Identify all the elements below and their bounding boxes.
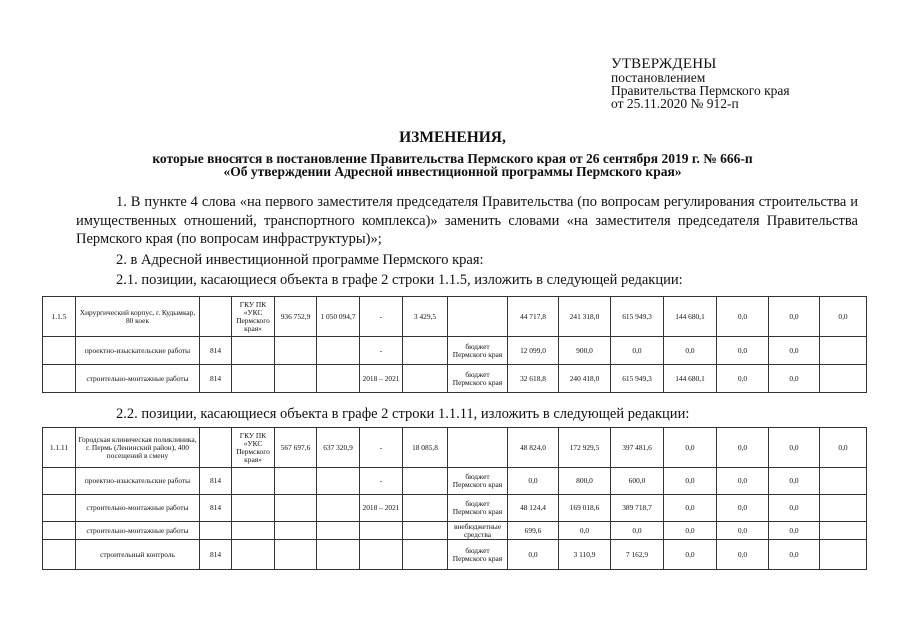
table-cell bbox=[403, 522, 448, 540]
table-cell: бюджет Пермского края bbox=[448, 468, 508, 495]
table-cell: 0,0 bbox=[769, 468, 820, 495]
table-row bbox=[43, 522, 867, 540]
table-cell: 144 680,1 bbox=[664, 365, 717, 393]
paragraph-2: 2. в Адресной инвестиционной программе Пермского края: bbox=[116, 252, 484, 268]
table-cell: 2018 – 2021 bbox=[360, 495, 403, 522]
table-cell bbox=[403, 468, 448, 495]
table-cell: 0,0 bbox=[820, 428, 867, 468]
table-cell bbox=[317, 365, 360, 393]
table-cell: 0,0 bbox=[611, 522, 664, 540]
table-cell: проектно-изыскательские работы bbox=[76, 337, 200, 365]
table-cell: 814 bbox=[200, 337, 232, 365]
table-cell: 0,0 bbox=[717, 540, 769, 570]
table-cell: 1 050 094,7 bbox=[317, 297, 360, 337]
approval-line: Правительства Пермского края bbox=[611, 83, 790, 98]
table-cell: 0,0 bbox=[769, 495, 820, 522]
table-cell bbox=[275, 337, 317, 365]
paragraph-1: 1. В пункте 4 слова «на первого заместителя председателя Правительства (по вопросам регулирования строительства и имущественных отношений, транспортного комплекса)» заменить словами «на заместителя председателя Правительства Пермского края (по вопросам инфраструктуры)»; bbox=[76, 194, 858, 247]
table-cell bbox=[448, 297, 508, 337]
table-cell: 0,0 bbox=[769, 365, 820, 393]
table-cell bbox=[275, 495, 317, 522]
table-cell bbox=[403, 540, 448, 570]
table-cell: 2018 – 2021 bbox=[360, 365, 403, 393]
table-cell: 0,0 bbox=[508, 468, 559, 495]
table-cell: 48 124,4 bbox=[508, 495, 559, 522]
table-cell bbox=[232, 337, 275, 365]
table-cell bbox=[43, 522, 76, 540]
table-cell bbox=[317, 522, 360, 540]
table-cell bbox=[317, 468, 360, 495]
table-cell: 389 718,7 bbox=[611, 495, 664, 522]
table-cell: - bbox=[360, 428, 403, 468]
table-cell bbox=[317, 540, 360, 570]
table-cell bbox=[232, 522, 275, 540]
table-cell bbox=[43, 365, 76, 393]
table-cell: 172 929,5 bbox=[559, 428, 611, 468]
table-cell: 699,6 bbox=[508, 522, 559, 540]
table-cell: 936 752,9 bbox=[275, 297, 317, 337]
table-cell bbox=[232, 468, 275, 495]
approval-block bbox=[611, 58, 851, 110]
table-cell bbox=[317, 495, 360, 522]
paragraph-2-1: 2.1. позиции, касающиеся объекта в графе 2 строки 1.1.5, изложить в следующей редакции: bbox=[116, 272, 683, 288]
table-cell bbox=[275, 468, 317, 495]
table-cell bbox=[43, 495, 76, 522]
table-row bbox=[43, 468, 867, 495]
table-cell: 0,0 bbox=[717, 522, 769, 540]
table-cell: 0,0 bbox=[664, 540, 717, 570]
table-cell: 637 320,9 bbox=[317, 428, 360, 468]
table-cell: - bbox=[360, 297, 403, 337]
table-cell bbox=[820, 337, 867, 365]
table-cell bbox=[403, 365, 448, 393]
table-cell bbox=[43, 337, 76, 365]
table-cell: 0,0 bbox=[717, 337, 769, 365]
table-cell: 800,0 bbox=[559, 468, 611, 495]
table-cell: 0,0 bbox=[820, 297, 867, 337]
table-cell bbox=[232, 365, 275, 393]
table-cell bbox=[448, 428, 508, 468]
table-cell bbox=[275, 540, 317, 570]
table-cell bbox=[403, 337, 448, 365]
document-subtitle: которые вносятся в постановление Правительства Пермского края от 26 сентября 2019 г. № 666-п bbox=[152, 151, 753, 166]
table-cell: - bbox=[360, 337, 403, 365]
table-cell: бюджет Пермского края bbox=[448, 337, 508, 365]
table-cell bbox=[200, 522, 232, 540]
table-cell bbox=[232, 540, 275, 570]
table-cell bbox=[200, 428, 232, 468]
table-cell bbox=[820, 540, 867, 570]
table-cell: строительно-монтажные работы bbox=[76, 365, 200, 393]
table-cell: 600,0 bbox=[611, 468, 664, 495]
table-cell: внебюджетные средства bbox=[448, 522, 508, 540]
table-cell: строительно-монтажные работы bbox=[76, 495, 200, 522]
table-cell bbox=[232, 495, 275, 522]
table-cell: 1.1.11 bbox=[43, 428, 76, 468]
table-cell bbox=[820, 495, 867, 522]
table-cell: 0,0 bbox=[717, 297, 769, 337]
table-row bbox=[43, 337, 867, 365]
document-subtitle: «Об утверждении Адресной инвестиционной программы Пермского края» bbox=[223, 164, 682, 179]
table-cell bbox=[275, 365, 317, 393]
approval-line: постановлением bbox=[611, 70, 706, 85]
paragraph-2-2: 2.2. позиции, касающиеся объекта в графе 2 строки 1.1.11, изложить в следующей редакции: bbox=[116, 406, 690, 422]
table-cell: 1.1.5 bbox=[43, 297, 76, 337]
table-cell: 144 680,1 bbox=[664, 297, 717, 337]
table-cell: 0,0 bbox=[769, 337, 820, 365]
investment-table-1-1-5 bbox=[42, 296, 867, 393]
table-cell: Городская клиническая поликлиника, г. Пермь (Ленинский район), 400 посещений в смену bbox=[76, 428, 200, 468]
table-cell: 0,0 bbox=[717, 428, 769, 468]
table-cell: 0,0 bbox=[717, 468, 769, 495]
table-cell bbox=[43, 468, 76, 495]
table-cell: 397 481,6 bbox=[611, 428, 664, 468]
table-cell: ГКУ ПК «УКС Пермского края» bbox=[232, 297, 275, 337]
table-cell bbox=[820, 468, 867, 495]
table-cell: 814 bbox=[200, 365, 232, 393]
table-cell: 3 110,9 bbox=[559, 540, 611, 570]
table-cell: 615 949,3 bbox=[611, 297, 664, 337]
table-cell bbox=[820, 522, 867, 540]
approval-heading: УТВЕРЖДЕНЫ bbox=[611, 56, 717, 72]
table-cell: 0,0 bbox=[769, 522, 820, 540]
table-cell: 0,0 bbox=[769, 428, 820, 468]
table-cell: 240 418,0 bbox=[559, 365, 611, 393]
table-cell: 900,0 bbox=[559, 337, 611, 365]
table-cell: 0,0 bbox=[769, 297, 820, 337]
table-cell: 48 824,0 bbox=[508, 428, 559, 468]
table-cell bbox=[317, 337, 360, 365]
table-cell: - bbox=[360, 468, 403, 495]
table-cell: бюджет Пермского края bbox=[448, 495, 508, 522]
table-cell: ГКУ ПК «УКС Пермского края» bbox=[232, 428, 275, 468]
table-cell: 0,0 bbox=[664, 495, 717, 522]
table-cell: 32 618,8 bbox=[508, 365, 559, 393]
table-cell: 0,0 bbox=[664, 522, 717, 540]
table-cell: 169 018,6 bbox=[559, 495, 611, 522]
table-row bbox=[43, 297, 867, 337]
table-cell: строительный контроль bbox=[76, 540, 200, 570]
document-title: ИЗМЕНЕНИЯ, bbox=[399, 129, 506, 146]
table-cell bbox=[43, 540, 76, 570]
table-cell bbox=[275, 522, 317, 540]
table-cell: 18 085,8 bbox=[403, 428, 448, 468]
table-cell: 814 bbox=[200, 495, 232, 522]
table-cell: 0,0 bbox=[717, 495, 769, 522]
investment-table-1-1-11 bbox=[42, 427, 867, 570]
table-cell: строительно-монтажные работы bbox=[76, 522, 200, 540]
table-cell: 0,0 bbox=[559, 522, 611, 540]
table-cell: Хирургический корпус, г. Кудымкар, 80 коек bbox=[76, 297, 200, 337]
approval-line: от 25.11.2020 № 912-п bbox=[611, 96, 739, 111]
table-cell: 44 717,8 bbox=[508, 297, 559, 337]
table-cell bbox=[200, 297, 232, 337]
table-cell: 241 318,0 bbox=[559, 297, 611, 337]
table-cell: 0,0 bbox=[664, 468, 717, 495]
table-cell: 0,0 bbox=[664, 337, 717, 365]
table-cell bbox=[360, 522, 403, 540]
table-cell: 615 949,3 bbox=[611, 365, 664, 393]
table-row bbox=[43, 428, 867, 468]
table-cell bbox=[360, 540, 403, 570]
table-cell: проектно-изыскательские работы bbox=[76, 468, 200, 495]
table-cell: 12 099,0 bbox=[508, 337, 559, 365]
table-cell bbox=[820, 365, 867, 393]
table-cell: 0,0 bbox=[508, 540, 559, 570]
table-cell: бюджет Пермского края bbox=[448, 540, 508, 570]
table-cell bbox=[403, 495, 448, 522]
table-cell: 814 bbox=[200, 540, 232, 570]
table-cell: 0,0 bbox=[717, 365, 769, 393]
table-cell: 0,0 bbox=[769, 540, 820, 570]
table-cell: 3 429,5 bbox=[403, 297, 448, 337]
table-row bbox=[43, 495, 867, 522]
table-cell: 0,0 bbox=[611, 337, 664, 365]
table-cell: 0,0 bbox=[664, 428, 717, 468]
table-row bbox=[43, 540, 867, 570]
table-cell: 814 bbox=[200, 468, 232, 495]
table-cell: 7 162,9 bbox=[611, 540, 664, 570]
table-cell: бюджет Пермского края bbox=[448, 365, 508, 393]
table-row bbox=[43, 365, 867, 393]
table-cell: 567 697,6 bbox=[275, 428, 317, 468]
